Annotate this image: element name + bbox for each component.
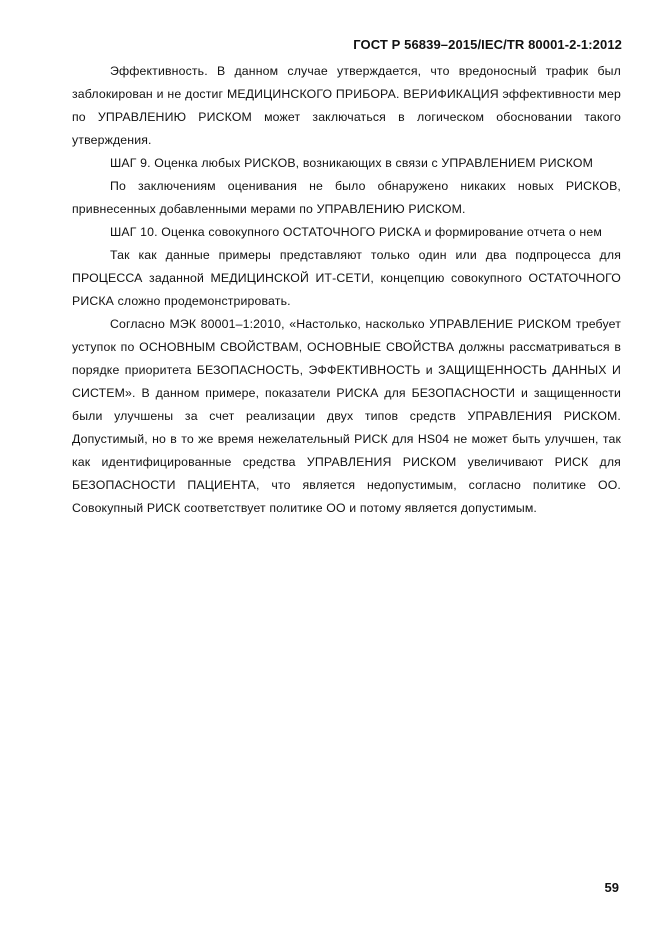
document-body	[72, 60, 621, 520]
paragraph-step-9-result: По заключениям оценивания не было обнаружено никаких новых РИСКОВ, привнесенных добавленными мерами по УПРАВЛЕНИЮ РИСКОМ.	[72, 179, 621, 216]
page-number: 59	[604, 880, 619, 895]
paragraph-effectiveness: Эффективность. В данном случае утверждается, что вредоносный трафик был заблокирован и не достиг МЕДИЦИНСКОГО ПРИБОРА. ВЕРИФИКАЦИЯ эффективности мер по УПРАВЛЕНИЮ РИСКОМ может заключаться в логическом обосновании такого утверждения.	[72, 64, 621, 147]
paragraph-step-9-heading: ШАГ 9. Оценка любых РИСКОВ, возникающих в связи с УПРАВЛЕНИЕМ РИСКОМ	[110, 156, 594, 170]
document-code-header: ГОСТ Р 56839–2015/IEC/TR 80001-2-1:2012	[353, 37, 622, 52]
paragraph-iec-80001-citation: Согласно МЭК 80001–1:2010, «Настолько, насколько УПРАВЛЕНИЕ РИСКОМ требует уступок по ОСНОВНЫМ СВОЙСТВАМ, ОСНОВНЫЕ СВОЙСТВА должны рассматриваться в порядке приоритета БЕЗОПАСНОСТЬ, ЭФФЕКТИВНОСТЬ и ЗАЩИЩЕННОСТЬ ДАННЫХ И СИСТЕМ». В данном примере, показатели РИСКА для БЕЗОПАСНОСТИ и защищенности были улучшены за счет реализации двух типов средств УПРАВЛЕНИЯ РИСКОМ. Допустимый, но в то же время нежелательный РИСК для HS04 не может быть улучшен, так как идентифицированные средства УПРАВЛЕНИЯ РИСКОМ увеличивают РИСК для БЕЗОПАСНОСТИ ПАЦИЕНТА, что является недопустимым, согласно политике ОО. Совокупный РИСК соответствует политике ОО и потому является допустимым.	[72, 317, 621, 515]
paragraph-step-10-heading: ШАГ 10. Оценка совокупного ОСТАТОЧНОГО РИСКА и формирование отчета о нем	[110, 225, 602, 239]
paragraph-residual-risk-intro: Так как данные примеры представляют только один или два подпроцесса для ПРОЦЕССА заданной МЕДИЦИНСКОЙ ИТ-СЕТИ, концепцию совокупного ОСТАТОЧНОГО РИСКА сложно продемонстрировать.	[72, 248, 621, 308]
